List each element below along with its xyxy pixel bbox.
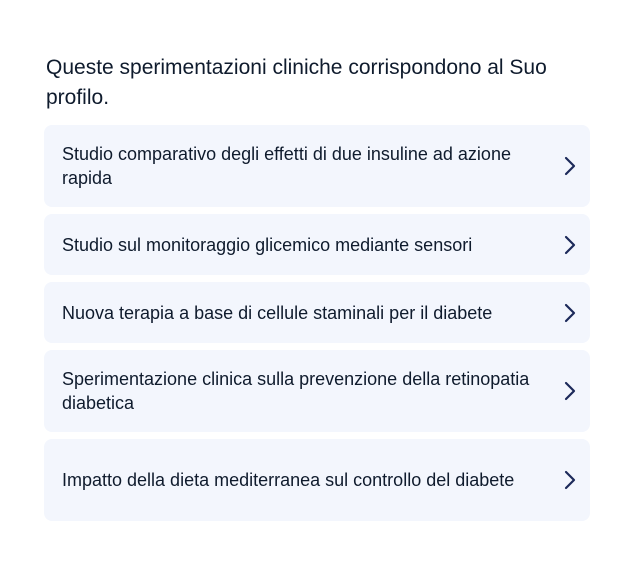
chevron-right-icon [560, 303, 580, 323]
trial-item-glucose-sensors[interactable] [44, 214, 590, 275]
trial-item-stem-cells[interactable] [44, 282, 590, 343]
trial-item-rapid-insulins[interactable] [44, 125, 590, 207]
trial-item-label: Impatto della dieta mediterranea sul controllo del diabete [62, 470, 515, 490]
trial-item-label: Sperimentazione clinica sulla prevenzione della retinopatia diabetica [62, 369, 530, 413]
chevron-right-icon [560, 381, 580, 401]
trial-list [44, 125, 590, 528]
trial-item-retinopathy[interactable] [44, 350, 590, 432]
chevron-right-icon [560, 470, 580, 490]
trial-item-label: Nuova terapia a base di cellule staminali per il diabete [62, 302, 493, 323]
trial-item-label: Studio comparativo degli effetti di due insuline ad azione rapida [62, 144, 511, 188]
chevron-right-icon [560, 235, 580, 255]
trial-item-mediterranean-diet[interactable] [44, 439, 590, 521]
trial-item-label: Studio sul monitoraggio glicemico mediante sensori [62, 234, 473, 255]
chevron-right-icon [560, 156, 580, 176]
page-title: Queste sperimentazioni cliniche corrispondono al Suo profilo. [46, 56, 547, 109]
